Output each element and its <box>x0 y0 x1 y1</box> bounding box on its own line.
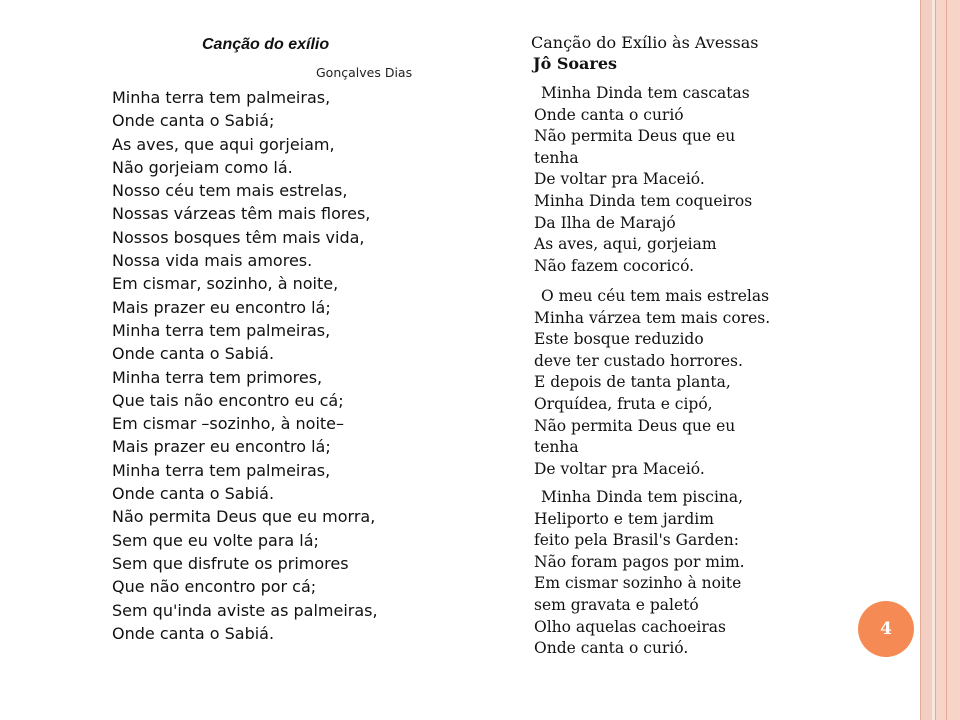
left-poem-verse: Não gorjeiam como lá. <box>112 157 293 177</box>
right-poem-verse: Em cismar sozinho à noite <box>534 574 742 593</box>
right-poem-verse: Orquídea, fruta e cipó, <box>534 394 713 413</box>
left-poem-author: Gonçalves Dias <box>316 65 413 80</box>
left-poem-title: Canção do exílio <box>202 36 330 53</box>
left-poem-verse: Minha terra tem palmeiras, <box>112 460 331 480</box>
left-poem-verse: As aves, que aqui gorjeiam, <box>112 134 335 154</box>
right-poem-verse: deve ter custado horrores. <box>534 351 743 370</box>
left-poem-verse: Nosso céu tem mais estrelas, <box>112 181 348 201</box>
left-poem-verse: Minha terra tem primores, <box>112 367 323 387</box>
right-poem-verse: Minha Dinda tem piscina, <box>541 488 744 506</box>
border-line <box>946 0 947 720</box>
right-poem-verse: Onde canta o curió <box>534 105 684 124</box>
page-number-badge: 4 <box>858 601 914 657</box>
left-poem-verse: Não permita Deus que eu morra, <box>112 507 376 527</box>
decorative-border-outer <box>936 0 960 720</box>
right-poem-verse: De voltar pra Maceió. <box>534 459 705 478</box>
right-poem-verse: Heliporto e tem jardim <box>534 509 714 528</box>
left-poem-verse: Que tais não encontro eu cá; <box>112 390 344 410</box>
right-poem-stanza-2 <box>534 286 770 480</box>
right-poem-verse: Da Ilha de Marajó <box>534 213 676 232</box>
left-poem-verses <box>112 86 378 645</box>
left-poem-verse: Sem que eu volte para lá; <box>112 530 319 550</box>
left-poem-verse: Que não encontro por cá; <box>112 577 317 597</box>
right-poem-verse: Minha Dinda tem coqueiros <box>534 191 753 210</box>
right-poem-verse: Olho aquelas cachoeiras <box>534 617 726 636</box>
left-poem-verse: Em cismar, sozinho, à noite, <box>112 274 339 294</box>
left-poem-verse: Onde canta o Sabiá. <box>112 623 275 643</box>
right-poem-verse: As aves, aqui, gorjeiam <box>534 235 717 254</box>
right-poem-verse: O meu céu tem mais estrelas <box>541 287 770 305</box>
right-poem-verse: sem gravata e paletó <box>534 595 699 614</box>
right-poem-verse: Não permita Deus que eu <box>534 416 736 435</box>
left-poem-verse: Onde canta o Sabiá. <box>112 484 275 504</box>
right-poem-verse: feito pela Brasil's Garden: <box>534 531 739 550</box>
right-poem-title: Canção do Exílio às Avessas <box>531 33 759 52</box>
left-poem-verse: Nossa vida mais amores. <box>112 251 313 271</box>
left-poem-verse: Nossas várzeas têm mais flores, <box>112 204 371 224</box>
left-poem-verse: Onde canta o Sabiá; <box>112 111 275 131</box>
left-poem-verse: Nossos bosques têm mais vida, <box>112 227 365 247</box>
right-poem-verse: tenha <box>534 438 579 457</box>
left-poem-verse: Minha terra tem palmeiras, <box>112 320 331 340</box>
right-poem-verse: Não foram pagos por mim. <box>534 552 745 571</box>
right-poem-verse: Minha Dinda tem cascatas <box>541 84 750 102</box>
left-poem-verse: Sem que disfrute os primores <box>112 553 349 573</box>
right-poem-verse: E depois de tanta planta, <box>534 373 731 392</box>
left-poem-verse: Sem qu'inda aviste as palmeiras, <box>112 600 378 620</box>
right-poem-author: Jô Soares <box>533 54 618 73</box>
right-poem-verse: Onde canta o curió. <box>534 639 689 658</box>
decorative-border <box>920 0 932 720</box>
right-poem-verse: Não permita Deus que eu <box>534 127 736 146</box>
left-poem-verse: Em cismar –sozinho, à noite– <box>112 414 345 434</box>
left-poem-verse: Onde canta o Sabiá. <box>112 344 275 364</box>
left-poem-verse: Mais prazer eu encontro lá; <box>112 297 331 317</box>
border-line <box>935 0 936 720</box>
right-poem-stanza-3 <box>534 487 745 660</box>
right-poem-verse: Não fazem cocoricó. <box>534 256 695 275</box>
left-poem-verse: Mais prazer eu encontro lá; <box>112 437 331 457</box>
left-poem-verse: Minha terra tem palmeiras, <box>112 88 331 107</box>
right-poem-verse: Este bosque reduzido <box>534 330 704 349</box>
right-poem-verse: De voltar pra Maceió. <box>534 170 705 189</box>
border-line <box>920 0 921 720</box>
right-poem-verse: Minha várzea tem mais cores. <box>534 308 771 327</box>
right-poem-stanza-1 <box>534 83 752 277</box>
right-poem-verse: tenha <box>534 148 579 167</box>
